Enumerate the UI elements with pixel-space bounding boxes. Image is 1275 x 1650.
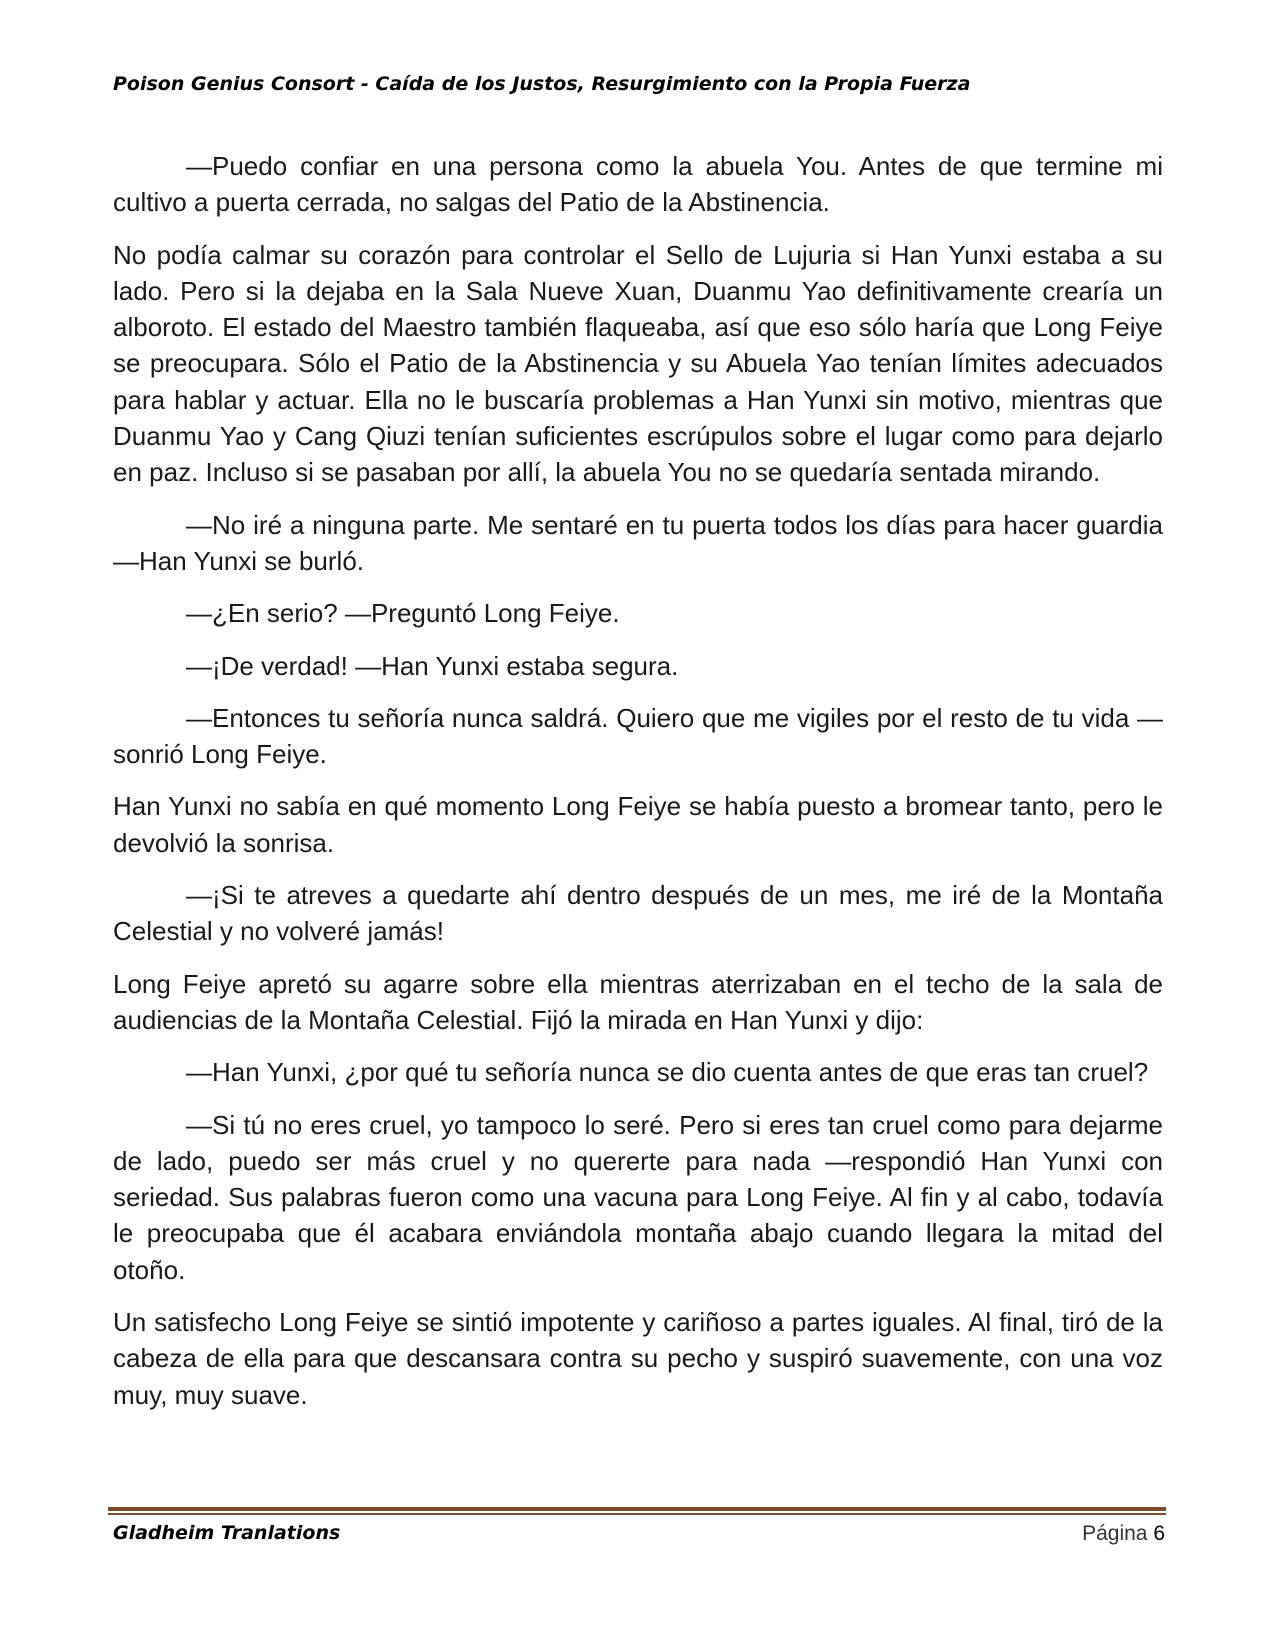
body-text [113, 148, 1163, 1429]
page-number-label [1082, 1522, 1165, 1546]
paragraph: —Entonces tu señoría nunca saldrá. Quiero que me vigiles por el resto de tu vida —sonrió Long Feiye. [113, 702, 1163, 770]
paragraph: Han Yunxi no sabía en qué momento Long Feiye se había puesto a bromear tanto, pero le devolvió la sonrisa. [113, 791, 1163, 858]
footer-rule [108, 1507, 1166, 1515]
paragraph: —¿En serio? —Preguntó Long Feiye. [186, 598, 620, 629]
paragraph: —¡De verdad! —Han Yunxi estaba segura. [186, 650, 679, 681]
footer-rule-thin [108, 1513, 1166, 1515]
paragraph: —Puedo confiar en una persona como la abuela You. Antes de que termine mi cultivo a puerta cerrada, no salgas del Patio de la Abstinencia. [113, 151, 1163, 218]
page-number: 6 [1153, 1522, 1165, 1545]
running-header: Poison Genius Consort - Caída de los Justos, Resurgimiento con la Propia Fuerza [113, 73, 971, 95]
page-label: Página [1082, 1522, 1148, 1545]
footer-credit: Gladheim Tranlations [113, 1522, 341, 1544]
paragraph: Un satisfecho Long Feiye se sintió impotente y cariñoso a partes iguales. Al final, tiró de la cabeza de ella para que descansara contra su pecho y suspiró suavemente, con una voz muy, muy suave. [113, 1307, 1163, 1410]
paragraph: —Si tú no eres cruel, yo tampoco lo seré. Pero si eres tan cruel como para dejarme de lado, puedo ser más cruel y no quererte para nada —respondió Han Yunxi con seriedad. Sus palabras fueron como una vacuna para Long Feiye. Al fin y al cabo, todavía le preocupaba que él acabara enviándola montaña abajo cuando llegara la mitad del otoño. [113, 1109, 1163, 1285]
paragraph: —Han Yunxi, ¿por qué tu señoría nunca se dio cuenta antes de que eras tan cruel? [186, 1057, 1149, 1088]
paragraph: —¡Si te atreves a quedarte ahí dentro después de un mes, me iré de la Montaña Celestial y no volveré jamás! [113, 880, 1163, 947]
paragraph: No podía calmar su corazón para controlar el Sello de Lujuria si Han Yunxi estaba a su lado. Pero si la dejaba en la Sala Nueve Xuan, Duanmu Yao definitivamente crearía un alboroto. El estado del Maestro también flaqueaba, así que eso sólo haría que Long Feiye se preocupara. Sólo el Patio de la Abstinencia y su Abuela Yao tenían límites adecuados para hablar y actuar. Ella no le buscaría problemas a Han Yunxi sin motivo, mientras que Duanmu Yao y Cang Qiuzi tenían suficientes escrúpulos sobre el lugar como para dejarlo en paz. Incluso si se pasaban por allí, la abuela You no se quedaría sentada mirando. [113, 239, 1163, 488]
paragraph: Long Feiye apretó su agarre sobre ella mientras aterrizaban en el techo de la sala de audiencias de la Montaña Celestial. Fijó la mirada en Han Yunxi y dijo: [113, 968, 1163, 1035]
paragraph: —No iré a ninguna parte. Me sentaré en tu puerta todos los días para hacer guardia —Han Yunxi se burló. [113, 509, 1163, 576]
